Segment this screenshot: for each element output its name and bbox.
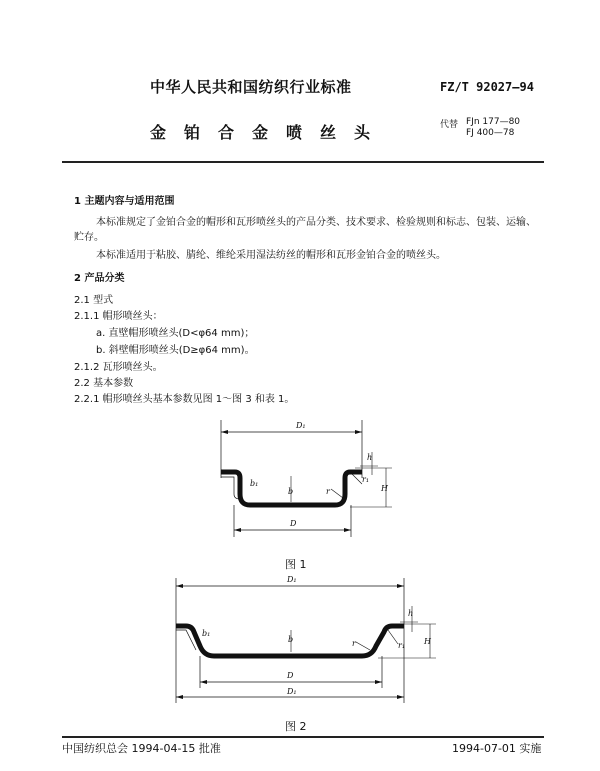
footer-divider	[62, 736, 544, 738]
section-1-paragraph-1: 本标准规定了金铂合金的帽形和瓦形喷丝头的产品分类、技术要求、检验规则和标志、包装、运输、	[96, 217, 536, 228]
section-2-title: 2 产品分类	[74, 273, 125, 284]
section-1-title: 1 主题内容与适用范围	[74, 196, 175, 207]
approval-date: 中国纺织总会 1994-04-15 批准	[62, 742, 221, 755]
figure-1-label-D: D	[290, 519, 297, 528]
figure-2-label-r: r	[352, 639, 356, 648]
clause-2-1: 2.1 型式	[74, 295, 114, 306]
clause-2-1-1: 2.1.1 帽形喷丝头：	[74, 311, 163, 322]
figure-2-label-b1: b₁	[202, 629, 211, 638]
figure-1-label-H: H	[381, 484, 388, 493]
figure-2-label-D: D	[287, 671, 294, 680]
clause-2-2-1: 2.2.1 帽形喷丝头基本参数见图 1～图 3 和表 1。	[74, 394, 295, 405]
figure-1-label-b: b	[288, 487, 294, 496]
figure-2-label-H: H	[424, 637, 431, 646]
clause-2-1-1-b: b. 斜壁帽形喷丝头(D≥φ64 mm)。	[96, 345, 255, 356]
figure-2-label-D1-top: D₁	[287, 575, 297, 584]
section-1-paragraph-1-cont: 贮存。	[74, 232, 104, 243]
clause-2-1-2: 2.1.2 瓦形喷丝头。	[74, 362, 163, 373]
figure-2-label-D1-bottom: D₁	[287, 687, 297, 696]
figure-1-label-r: r	[326, 487, 330, 496]
figure-1-label-r1: r₁	[362, 475, 370, 484]
effective-date: 1994-07-01 实施	[452, 742, 542, 755]
figure-2-label-h: h	[408, 609, 414, 618]
figure-2-labels	[202, 575, 432, 696]
figure-2	[176, 578, 436, 703]
replaces-standard-1: FJn 177—80	[466, 117, 521, 127]
figure-2-label-b: b	[288, 635, 294, 644]
figure-1-label-b1: b₁	[250, 479, 259, 488]
section-1-paragraph-2: 本标准适用于粘胶、腈纶、维纶采用湿法纺丝的帽形和瓦形金铂合金的喷丝头。	[96, 250, 446, 261]
replaces-standard-2: FJ 400—78	[466, 128, 515, 138]
replaces-label: 代替	[440, 120, 459, 130]
figure-1-caption: 图 1	[285, 558, 307, 571]
figure-1-label-h: h	[367, 453, 373, 462]
standard-code: FZ/T 92027—94	[440, 80, 534, 94]
org-title: 中华人民共和国纺织行业标准	[150, 78, 352, 96]
clause-2-1-1-a: a. 直壁帽形喷丝头(D<φ64 mm)；	[96, 328, 255, 339]
figure-1-label-D1: D₁	[296, 421, 306, 430]
figure-2-label-r1: r₁	[398, 641, 406, 650]
figure-2-caption: 图 2	[285, 720, 307, 733]
figure-1-labels	[250, 421, 389, 528]
document-title: 金铂合金喷丝头	[150, 123, 389, 142]
clause-2-2: 2.2 基本参数	[74, 378, 134, 389]
